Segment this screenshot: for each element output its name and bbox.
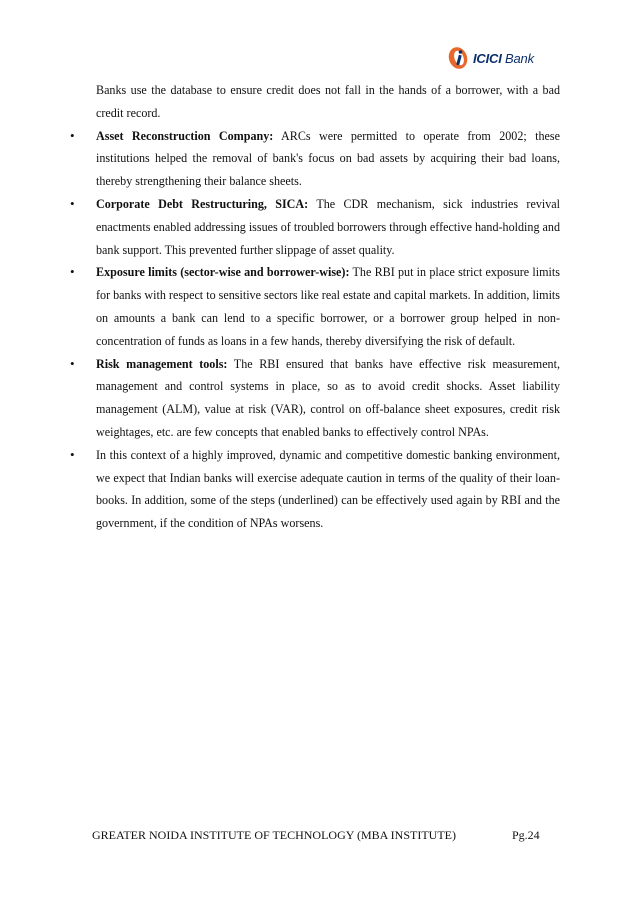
bullet-text: The CDR mechanism, sick industries revival enactments enabled addressing issues of troubled borrowers through effective hand-holding and bank support. This prevented further slippage of asset quality.: [96, 196, 560, 257]
bullet-item: [70, 125, 560, 193]
bullet-text: ARCs were permitted to operate from 2002; these institutions helped the removal of bank's focus on bad assets by acquiring their bad loans, thereby strengthening their balance sheets.: [96, 128, 560, 189]
bullet-heading: Corporate Debt Restructuring, SICA:: [96, 196, 309, 211]
document-body: [70, 79, 560, 535]
bullet-text: The RBI ensured that banks have effective risk measurement, management and control systems in place, so as to avoid credit shocks. Asset liability management (ALM), value at risk (VAR), control on off-balance sheet exposures, credit risk weightages, etc. are few concepts that enabled banks to effectively control NPAs.: [96, 356, 560, 439]
bullet-heading: Exposure limits (sector-wise and borrower-wise):: [96, 265, 350, 280]
bullet-item: [70, 444, 560, 535]
bullet-item: [70, 261, 560, 352]
bullet-icon: •: [70, 355, 75, 371]
bullet-item: [70, 353, 560, 444]
bullet-heading: Asset Reconstruction Company:: [96, 128, 274, 143]
bullet-icon: •: [70, 127, 75, 143]
bullet-icon: •: [70, 264, 75, 280]
bullet-icon: •: [70, 195, 75, 211]
logo-suffix: Bank: [505, 51, 534, 66]
logo-wordmark: [473, 51, 534, 66]
footer-page-number: Pg.24: [512, 828, 540, 842]
bullet-item: [70, 193, 560, 261]
bullet-text: The RBI put in place strict exposure limits for banks with respect to sensitive sectors like real estate and capital markets. In addition, limits on amounts a bank can lend to a specific borrower, or a borrower group helped in non-concentration of funds as loans in a few hands, thereby diversifying the risk of default.: [96, 265, 560, 348]
bullet-list: [70, 125, 560, 535]
icici-logo-icon: [447, 44, 475, 72]
icici-bank-logo: [447, 44, 543, 74]
bullet-text: In this context of a highly improved, dynamic and competitive domestic banking environment, we expect that Indian banks will exercise adequate caution in terms of the quality of their loan-books. In addition, some of the steps (underlined) can be effectively used again by RBI and the government, if the condition of NPAs worsens.: [96, 447, 560, 531]
bullet-icon: •: [70, 446, 75, 462]
logo-brand: ICICI: [473, 51, 502, 66]
bullet-heading: Risk management tools:: [96, 356, 228, 371]
intro-paragraph: Banks use the database to ensure credit does not fall in the hands of a borrower, with a bad credit record.: [96, 83, 560, 120]
footer-institute: GREATER NOIDA INSTITUTE OF TECHNOLOGY (MBA INSTITUTE): [92, 828, 456, 842]
